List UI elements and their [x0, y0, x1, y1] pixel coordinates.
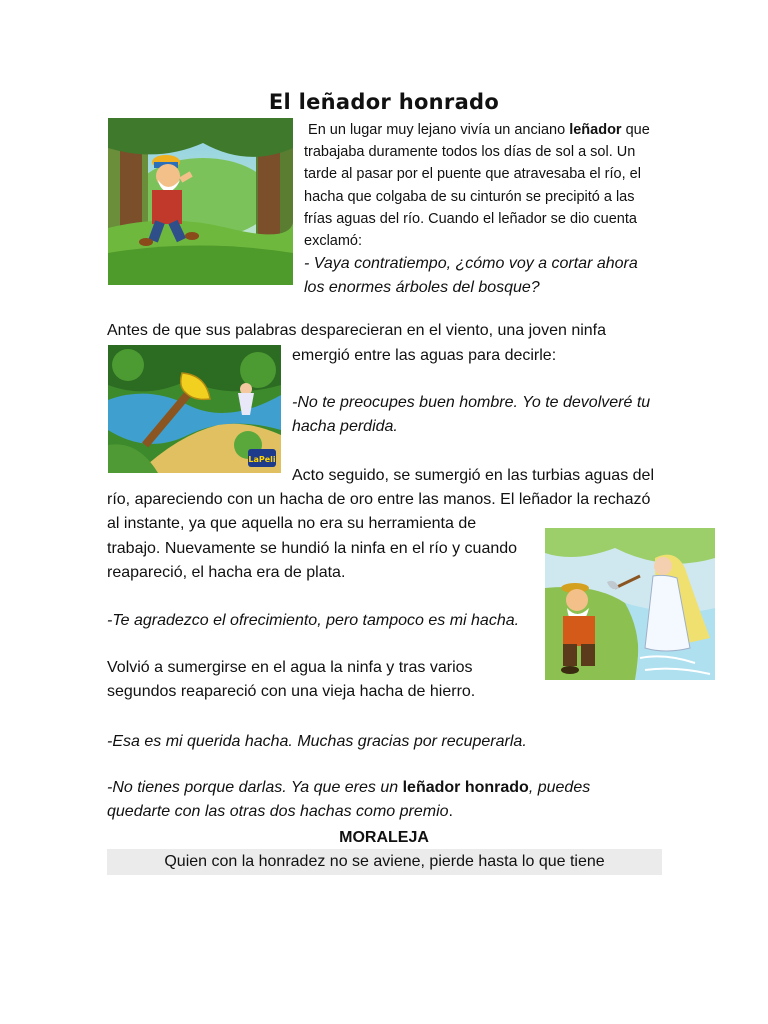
axe-forest-illustration	[108, 345, 281, 473]
intro-bold-lenador: leñador	[569, 122, 622, 138]
para3-line: al instante, ya que aquella no era su herramienta de	[107, 515, 477, 532]
para3-line: reapareció, el hacha era de plata.	[107, 564, 346, 581]
quote-reward-bold: leñador honrado	[402, 779, 529, 796]
para4-line: segundos reapareció con una vieja hacha de hierro.	[107, 683, 476, 700]
para2-line2: emergió entre las aguas para decirle:	[292, 347, 557, 364]
moraleja-text: Quien con la honradez no se aviene, pierde hasta lo que tiene	[107, 849, 662, 875]
intro-paragraph	[304, 119, 664, 300]
story-title: El leñador honrado	[268, 90, 500, 114]
nymph-river-illustration	[545, 528, 715, 680]
quote-reward-start: -No tienes porque darlas. Ya que eres un	[107, 779, 403, 796]
quote-reward-end: , puedes	[528, 779, 591, 796]
intro-line: hacha que colgaba de su cinturón se precipitó a las	[304, 188, 635, 205]
intro-quote-line: - Vaya contratiempo, ¿cómo voy a cortar ahora	[304, 255, 638, 273]
intro-line: tarde al pasar por el puente que atravesaba el río, el	[304, 166, 641, 183]
para2-line1: Antes de que sus palabras desparecieran en el viento, una joven ninfa	[107, 322, 607, 339]
quote-reward-period: .	[448, 803, 453, 820]
intro-line: trabajaba duramente todos los días de sol a sol. Un	[304, 144, 636, 161]
quote-not-my-axe: -Te agradezco el ofrecimiento, pero tampoco es mi hacha.	[107, 612, 520, 629]
quote-my-axe: -Esa es mi querida hacha. Muchas gracias por recuperarla.	[107, 733, 527, 750]
para3-line: río, apareciendo con un hacha de oro entre las manos. El leñador la rechazó	[107, 491, 651, 508]
intro-quote-line: los enormes árboles del bosque?	[304, 279, 540, 297]
woodcutter-illustration	[108, 118, 293, 285]
quote-reward-line2	[107, 800, 453, 824]
para2-quote-line: -No te preocupes buen hombre. Yo te devolveré tu	[292, 394, 651, 411]
para2-quote-line: hacha perdida.	[292, 418, 398, 435]
quote-reward-line1	[107, 776, 590, 800]
intro-line1-end: que	[621, 122, 650, 138]
para3-line: Acto seguido, se sumergió en las turbias aguas del	[292, 467, 654, 484]
intro-line: exclamó:	[304, 233, 363, 250]
quote-reward-line2-text: quedarte con las otras dos hachas como premio	[107, 803, 449, 820]
intro-text-start: En un lugar muy lejano vivía un anciano	[304, 122, 570, 138]
moraleja-heading: MORALEJA	[339, 829, 429, 846]
para3-line: trabajo. Nuevamente se hundió la ninfa en el río y cuando	[107, 540, 518, 557]
intro-line: frías aguas del río. Cuando el leñador se dio cuenta	[304, 210, 637, 227]
logo-text: LaPeli	[248, 455, 276, 464]
para4-line: Volvió a sumergirse en el agua la ninfa y tras varios	[107, 659, 473, 676]
